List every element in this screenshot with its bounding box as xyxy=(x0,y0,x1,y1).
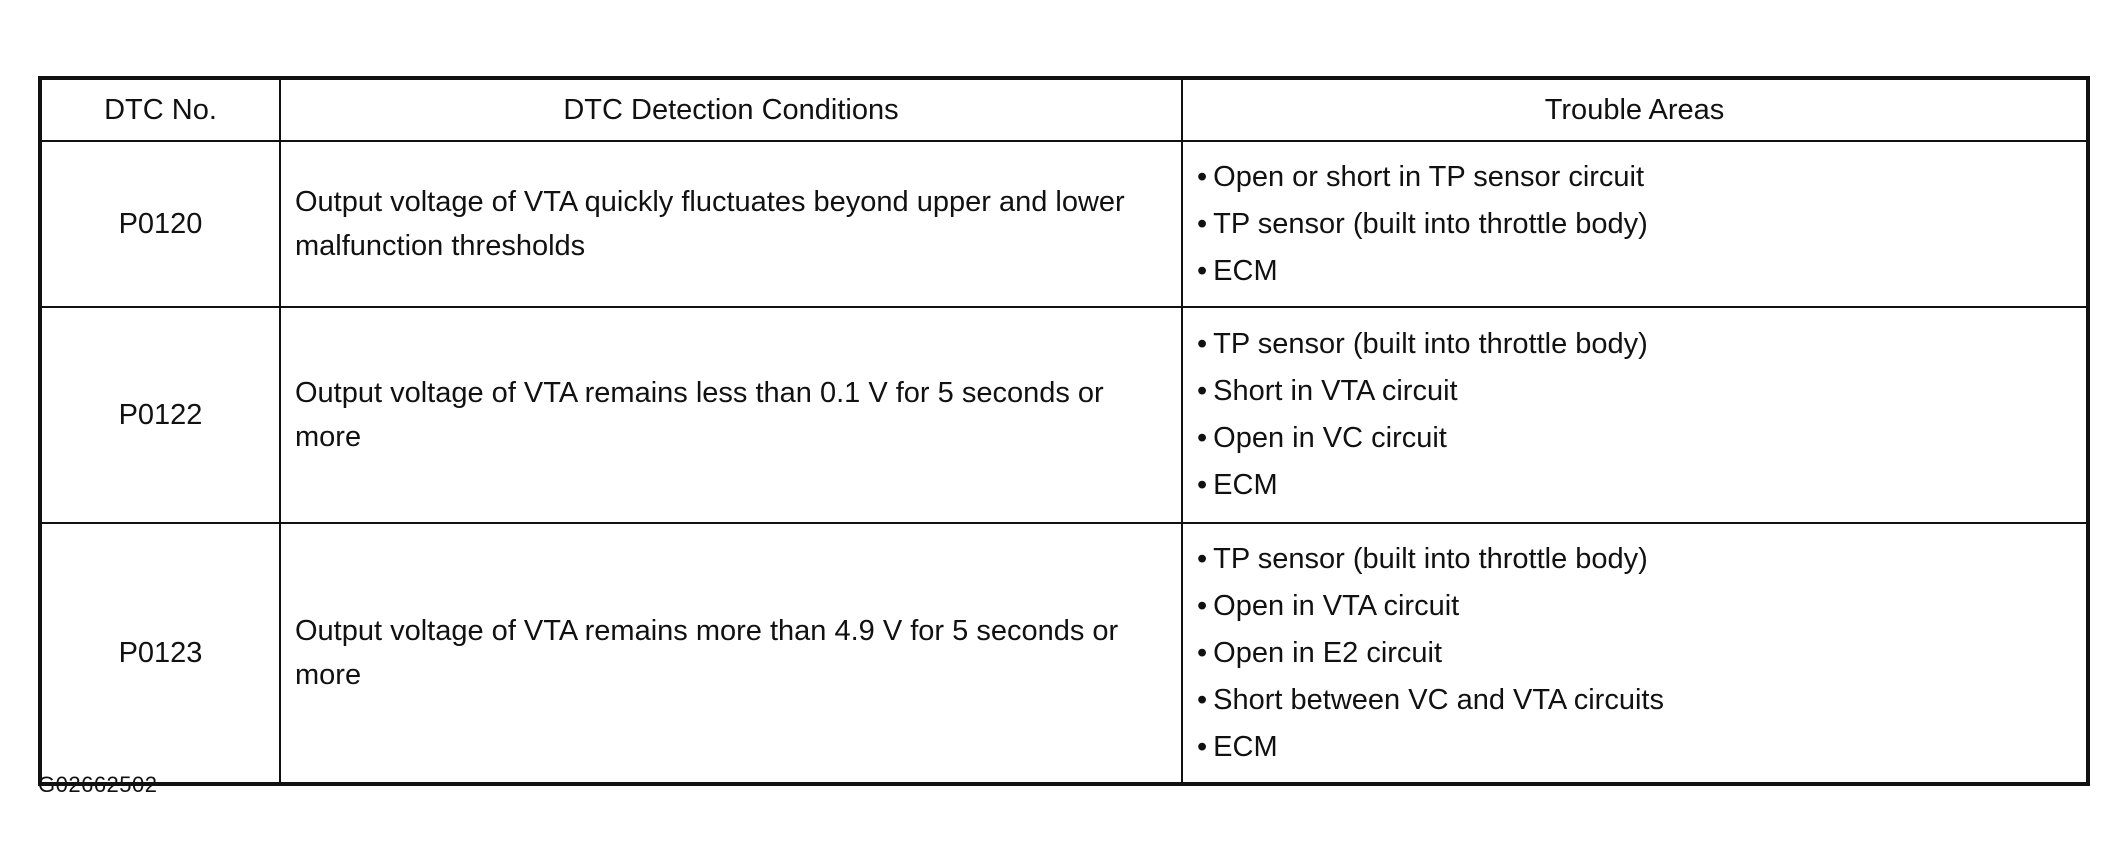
dtc-code: P0122 xyxy=(40,307,280,523)
table-row xyxy=(40,141,2088,307)
trouble-area-item: • TP sensor (built into throttle body) xyxy=(1197,201,2072,248)
header-dtc-no: DTC No. xyxy=(40,78,280,141)
detection-condition: Output voltage of VTA remains less than 0.1 V for 5 seconds or more xyxy=(280,307,1182,523)
trouble-area-item: • ECM xyxy=(1197,724,2072,771)
trouble-areas-list xyxy=(1197,321,2072,509)
trouble-areas-cell xyxy=(1182,141,2088,307)
trouble-area-item: • Open or short in TP sensor circuit xyxy=(1197,154,2072,201)
header-detection-conditions: DTC Detection Conditions xyxy=(280,78,1182,141)
trouble-areas-list xyxy=(1197,154,2072,295)
trouble-area-item: • TP sensor (built into throttle body) xyxy=(1197,321,2072,368)
trouble-area-item: • TP sensor (built into throttle body) xyxy=(1197,536,2072,583)
trouble-areas-cell xyxy=(1182,307,2088,523)
trouble-area-item: • Open in E2 circuit xyxy=(1197,630,2072,677)
figure-id: G02662502 xyxy=(38,772,158,797)
dtc-code: P0123 xyxy=(40,523,280,784)
header-trouble-areas: Trouble Areas xyxy=(1182,78,2088,141)
detection-condition: Output voltage of VTA remains more than 4.9 V for 5 seconds or more xyxy=(280,523,1182,784)
dtc-code: P0120 xyxy=(40,141,280,307)
trouble-area-item: • ECM xyxy=(1197,248,2072,295)
trouble-area-item: • ECM xyxy=(1197,462,2072,509)
trouble-area-item: • Open in VC circuit xyxy=(1197,415,2072,462)
trouble-area-item: • Open in VTA circuit xyxy=(1197,583,2072,630)
detection-condition: Output voltage of VTA quickly fluctuates beyond upper and lower malfunction thresholds xyxy=(280,141,1182,307)
trouble-area-item: • Short in VTA circuit xyxy=(1197,368,2072,415)
trouble-areas-list xyxy=(1197,536,2072,771)
trouble-areas-cell xyxy=(1182,523,2088,784)
table-row xyxy=(40,523,2088,784)
dtc-table xyxy=(38,76,2090,786)
trouble-area-item: • Short between VC and VTA circuits xyxy=(1197,677,2072,724)
table-header-row xyxy=(40,78,2088,141)
table-row xyxy=(40,307,2088,523)
